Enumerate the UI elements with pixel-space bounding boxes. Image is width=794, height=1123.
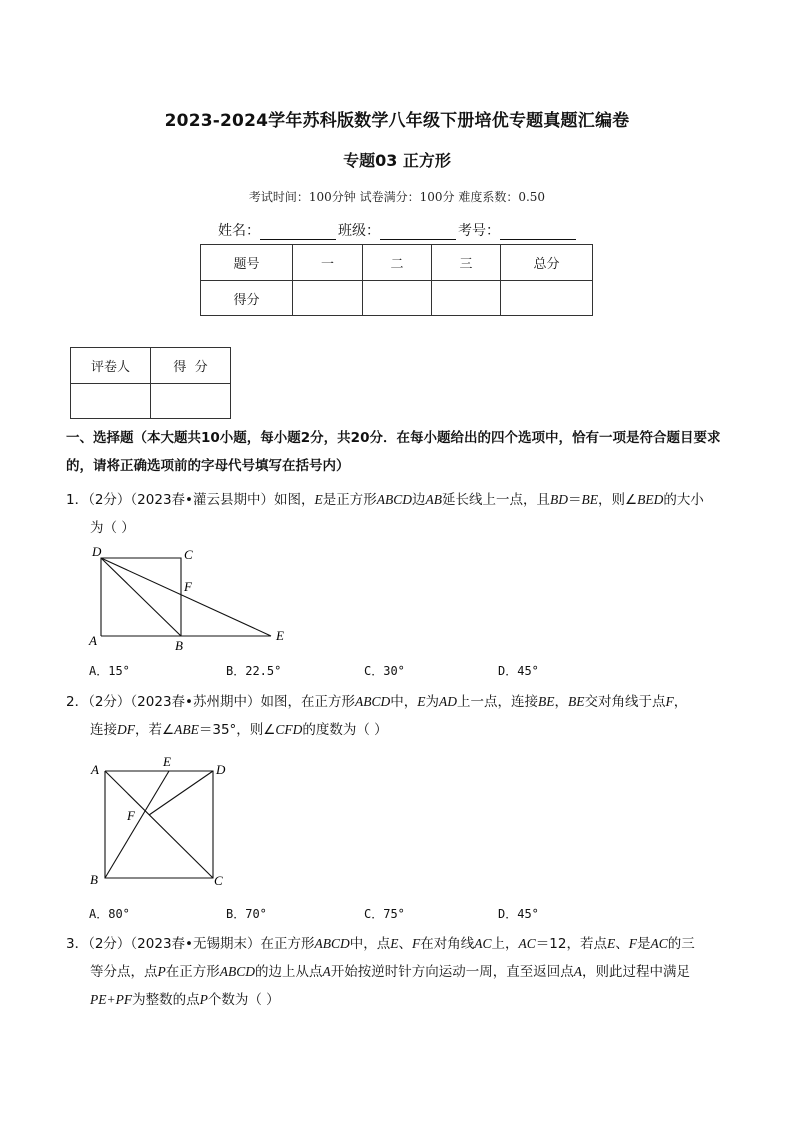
q2-label-e: E (163, 754, 171, 769)
q1-var: BED (637, 492, 664, 507)
q3-var: PE+PF (90, 992, 133, 1007)
q2-var: BE (538, 694, 555, 709)
student-info-line (218, 220, 578, 240)
q1-answer-blank: 为（ ） (90, 520, 135, 536)
grader-score-cell[interactable] (151, 384, 231, 419)
q3-text: 、 (398, 936, 413, 952)
q2-figure (86, 754, 236, 890)
class-blank[interactable] (380, 225, 456, 240)
q3-var: P (199, 992, 208, 1007)
q2-text: 中， (390, 694, 418, 710)
q3-text: 在正方形 (165, 964, 220, 980)
score-table (200, 244, 593, 316)
score-row-label: 得分 (201, 281, 293, 316)
q2-text: 交对角线于点 (584, 694, 666, 710)
q2-label-b: B (90, 872, 98, 887)
q1-option-a[interactable]: A．15° (89, 664, 130, 678)
score-cell-total[interactable] (501, 281, 593, 316)
name-label: 姓名： (218, 223, 260, 239)
q2-var: DF (117, 722, 135, 737)
q1-var: ABCD (376, 492, 413, 507)
q1-text: 如图， (274, 492, 315, 508)
q1-option-d[interactable]: D．45° (498, 664, 539, 678)
q1-label-f: F (184, 579, 192, 594)
q2-var: F (665, 694, 674, 709)
q1-label-d: D (92, 544, 102, 559)
score-header-qnum: 题号 (201, 245, 293, 281)
q1-text: 的大小 (663, 492, 704, 508)
q2-option-c[interactable]: C．75° (364, 907, 405, 921)
q1-option-b[interactable]: B．22.5° (226, 664, 282, 678)
score-header-1: 一 (293, 245, 363, 281)
q2-text: 连接 (90, 722, 117, 738)
grader-score-label: 得 分 (151, 348, 231, 384)
q3-text: 在对角线 (420, 936, 475, 952)
q2-text: ， (554, 694, 569, 710)
q2-label-f: F (127, 808, 135, 823)
q2-option-b[interactable]: B．70° (226, 907, 267, 921)
q3-text: 是 (636, 936, 651, 952)
grader-name-cell[interactable] (71, 384, 151, 419)
q1-label-e: E (276, 628, 284, 643)
q2-number: 2． (66, 694, 89, 710)
q2-meta: （2分）（2023春•苏州期中） (88, 694, 261, 710)
q3-var: P (157, 964, 166, 979)
q1-var: AB (425, 492, 443, 507)
q3-var: E (606, 936, 616, 951)
q2-option-d[interactable]: D．45° (498, 907, 539, 921)
q1-option-c[interactable]: C．30° (364, 664, 405, 678)
q2-var: CFD (275, 722, 303, 737)
q3-text: 中，点 (349, 936, 391, 952)
number-label: 考号： (458, 223, 500, 239)
question-3 (66, 930, 726, 1014)
q3-text: 的三 (667, 936, 695, 952)
q1-var: E (314, 492, 323, 507)
q3-var: F (412, 936, 421, 951)
q1-label-c: C (184, 547, 193, 562)
class-label: 班级： (338, 223, 380, 239)
q2-text: ，若∠ (135, 722, 175, 738)
q3-text: 开始按逆时针方向运动一周，直至返回点 (330, 964, 574, 980)
q3-text: ＝12，若点 (535, 936, 607, 952)
q3-var: ABCD (219, 964, 255, 979)
q2-text: 为 (425, 694, 440, 710)
q1-label-b: B (175, 638, 183, 653)
q1-figure (86, 542, 296, 654)
q2-text: 的度数为（ ） (302, 722, 388, 738)
q3-text: ，则此过程中满足 (582, 964, 690, 980)
q1-meta: （2分）（2023春•灌云县期中） (88, 492, 275, 508)
question-2 (66, 688, 726, 744)
score-cell-3[interactable] (432, 281, 501, 316)
q1-text: ＝ (568, 492, 582, 508)
q2-var: BE (568, 694, 585, 709)
q3-var: ABCD (314, 936, 350, 951)
q3-var: A (573, 964, 582, 979)
q1-label-a: A (89, 633, 97, 648)
q3-text: 、 (615, 936, 629, 952)
q2-text: ， (673, 694, 688, 710)
q3-text: 等分点，点 (90, 964, 158, 980)
section-1-heading: 一、选择题（本大题共10小题，每小题2分，共20分．在每小题给出的四个选项中，恰有一项是符合题目要求的，请将正确选项前的字母代号填写在括号内） (66, 430, 721, 474)
q3-var: E (390, 936, 399, 951)
paper-title: 2023-2024学年苏科版数学八年级下册培优专题真题汇编卷 (164, 111, 630, 131)
q2-var: ABCD (355, 694, 391, 709)
q2-var: ABE (174, 722, 199, 737)
q3-var: AC (474, 936, 492, 951)
exam-info: 考试时间：100分钟 试卷满分：100分 难度系数：0.50 (248, 190, 546, 204)
q1-var: BE (581, 492, 599, 507)
score-cell-2[interactable] (363, 281, 432, 316)
score-cell-1[interactable] (293, 281, 363, 316)
q3-text: 上， (491, 936, 519, 952)
q3-var: AC (518, 936, 536, 951)
q1-line-de (101, 558, 271, 636)
q1-number: 1． (66, 492, 89, 508)
q2-line-df (149, 771, 213, 815)
name-blank[interactable] (260, 225, 336, 240)
q3-var: F (628, 936, 637, 951)
q2-var: AD (439, 694, 458, 709)
q3-text: 在正方形 (260, 936, 315, 952)
q2-label-d: D (216, 762, 226, 777)
q2-text: ＝35°，则∠ (198, 722, 276, 738)
number-blank[interactable] (500, 225, 576, 240)
paper-subtitle: 专题03 正方形 (343, 151, 451, 170)
q2-label-c: C (214, 873, 223, 888)
question-1 (66, 486, 726, 542)
q1-text: 边 (412, 492, 426, 508)
q3-answer-blank: 个数为（ ） (207, 992, 280, 1008)
q3-var: A (322, 964, 331, 979)
q3-text: 的边上从点 (255, 964, 323, 980)
q1-text: ，则∠ (598, 492, 638, 508)
q3-meta: （2分）（2023春•无锡期末） (88, 936, 261, 952)
q2-text: 如图，在正方形 (260, 694, 356, 710)
score-header-3: 三 (432, 245, 501, 281)
q3-var: AC (650, 936, 668, 951)
score-header-2: 二 (363, 245, 432, 281)
q2-option-a[interactable]: A．80° (89, 907, 130, 921)
grader-label: 评卷人 (71, 348, 151, 384)
score-header-total: 总分 (501, 245, 593, 281)
q1-line-db (101, 558, 181, 636)
q1-text: 是正方形 (322, 492, 377, 508)
q2-text: 上一点，连接 (457, 694, 539, 710)
q2-label-a: A (91, 762, 99, 777)
q3-number: 3． (66, 936, 89, 952)
q1-text: 延长线上一点，且 (442, 492, 551, 508)
q1-var: BD (550, 492, 569, 507)
q3-text: 为整数的点 (132, 992, 200, 1008)
grader-table (70, 347, 231, 419)
q2-var: E (417, 694, 426, 709)
